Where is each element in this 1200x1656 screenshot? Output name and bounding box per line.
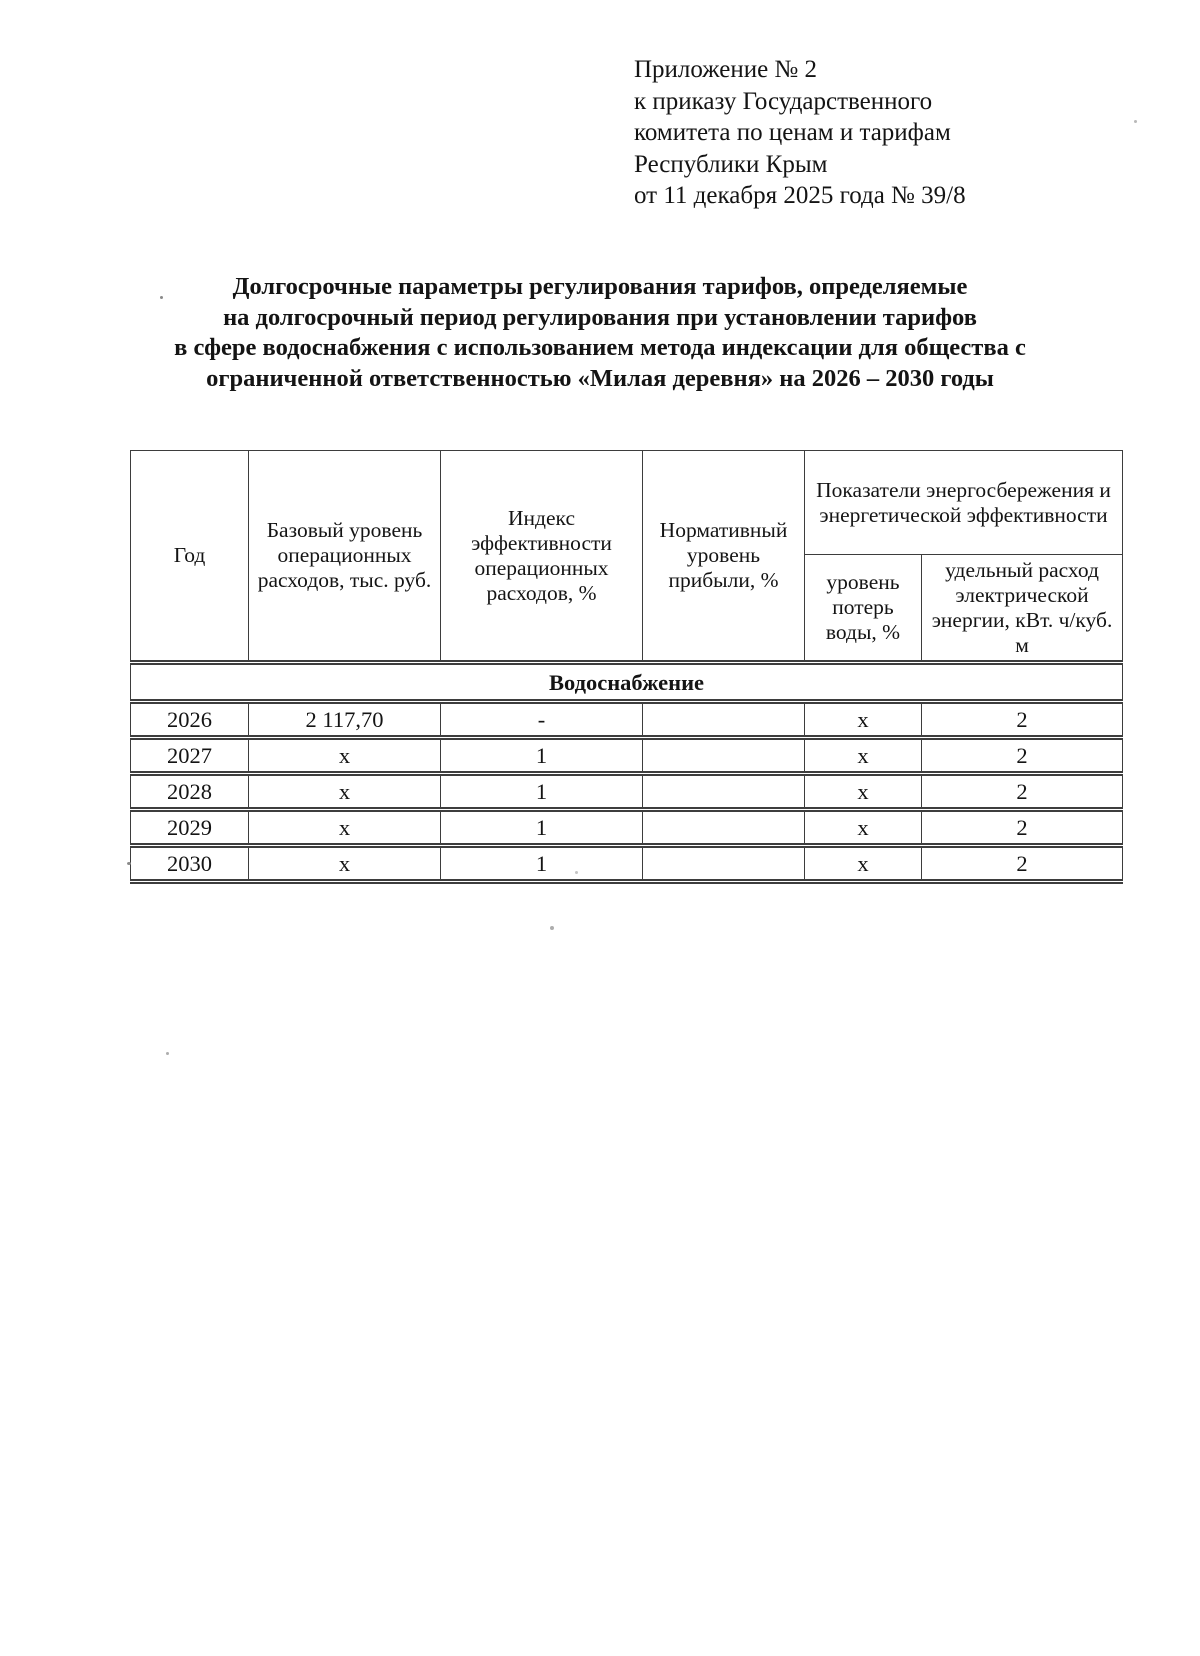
cell-base-opex: 2 117,70 (249, 702, 441, 738)
cell-energy-rate: 2 (922, 702, 1123, 738)
cell-energy-rate: 2 (922, 846, 1123, 882)
cell-year: 2026 (131, 702, 249, 738)
cell-profit-level (643, 810, 805, 846)
cell-base-opex: х (249, 774, 441, 810)
section-label: Водоснабжение (131, 663, 1123, 702)
reference-line: комитета по ценам и тарифам (634, 119, 951, 146)
document-title (0, 272, 1200, 394)
tariff-parameters-table (130, 450, 1123, 884)
scan-speck (575, 871, 578, 874)
scan-speck (1134, 120, 1137, 123)
cell-water-loss: х (805, 738, 922, 774)
cell-opex-efficiency: 1 (441, 846, 643, 882)
scan-speck (127, 862, 131, 865)
title-line: Долгосрочные параметры регулирования тарифов, определяемые (232, 273, 968, 300)
table-row-2030 (131, 846, 1123, 882)
cell-profit-level (643, 846, 805, 882)
scan-speck (550, 926, 554, 930)
cell-water-loss: х (805, 810, 922, 846)
cell-year: 2028 (131, 774, 249, 810)
cell-energy-rate: 2 (922, 810, 1123, 846)
cell-year: 2029 (131, 810, 249, 846)
col-header-opex-efficiency: Индекс эффективности операционных расходов, % (441, 451, 643, 663)
table-row-2027 (131, 738, 1123, 774)
title-line: ограниченной ответственностью «Милая деревня» на 2026 – 2030 годы (206, 364, 994, 392)
table-row-2029 (131, 810, 1123, 846)
col-header-base-opex: Базовый уровень операционных расходов, тыс. руб. (249, 451, 441, 663)
title-line: в сфере водоснабжения с использованием метода индексации для общества с (174, 334, 1026, 361)
table-row-2028 (131, 774, 1123, 810)
scan-speck (160, 296, 163, 299)
cell-year: 2030 (131, 846, 249, 882)
cell-opex-efficiency: - (441, 702, 643, 738)
section-row-water-supply (131, 663, 1123, 702)
col-header-water-loss: уровень потерь воды, % (805, 555, 922, 663)
cell-profit-level (643, 738, 805, 774)
cell-opex-efficiency: 1 (441, 810, 643, 846)
scan-speck (166, 1052, 169, 1055)
reference-line: от 11 декабря 2025 года № 39/8 (634, 182, 966, 209)
col-header-year: Год (131, 451, 249, 663)
cell-opex-efficiency: 1 (441, 774, 643, 810)
cell-profit-level (643, 702, 805, 738)
cell-profit-level (643, 774, 805, 810)
col-header-energy-group: Показатели энергосбережения и энергетической эффективности (805, 451, 1123, 555)
reference-line: Республики Крым (634, 150, 828, 178)
cell-energy-rate: 2 (922, 738, 1123, 774)
cell-base-opex: х (249, 738, 441, 774)
cell-water-loss: х (805, 846, 922, 882)
reference-line: к приказу Государственного (634, 87, 933, 115)
table-row-2026 (131, 702, 1123, 738)
col-header-energy-rate: удельный расход электрической энергии, кВт. ч/куб. м (922, 555, 1123, 663)
cell-energy-rate: 2 (922, 774, 1123, 810)
reference-line: Приложение № 2 (634, 56, 818, 83)
title-line: на долгосрочный период регулирования при установлении тарифов (223, 303, 977, 331)
cell-base-opex: х (249, 810, 441, 846)
cell-opex-efficiency: 1 (441, 738, 643, 774)
cell-water-loss: х (805, 774, 922, 810)
order-reference-block (634, 54, 966, 212)
cell-base-opex: х (249, 846, 441, 882)
col-header-profit-level: Нормативный уровень прибыли, % (643, 451, 805, 663)
cell-year: 2027 (131, 738, 249, 774)
cell-water-loss: х (805, 702, 922, 738)
